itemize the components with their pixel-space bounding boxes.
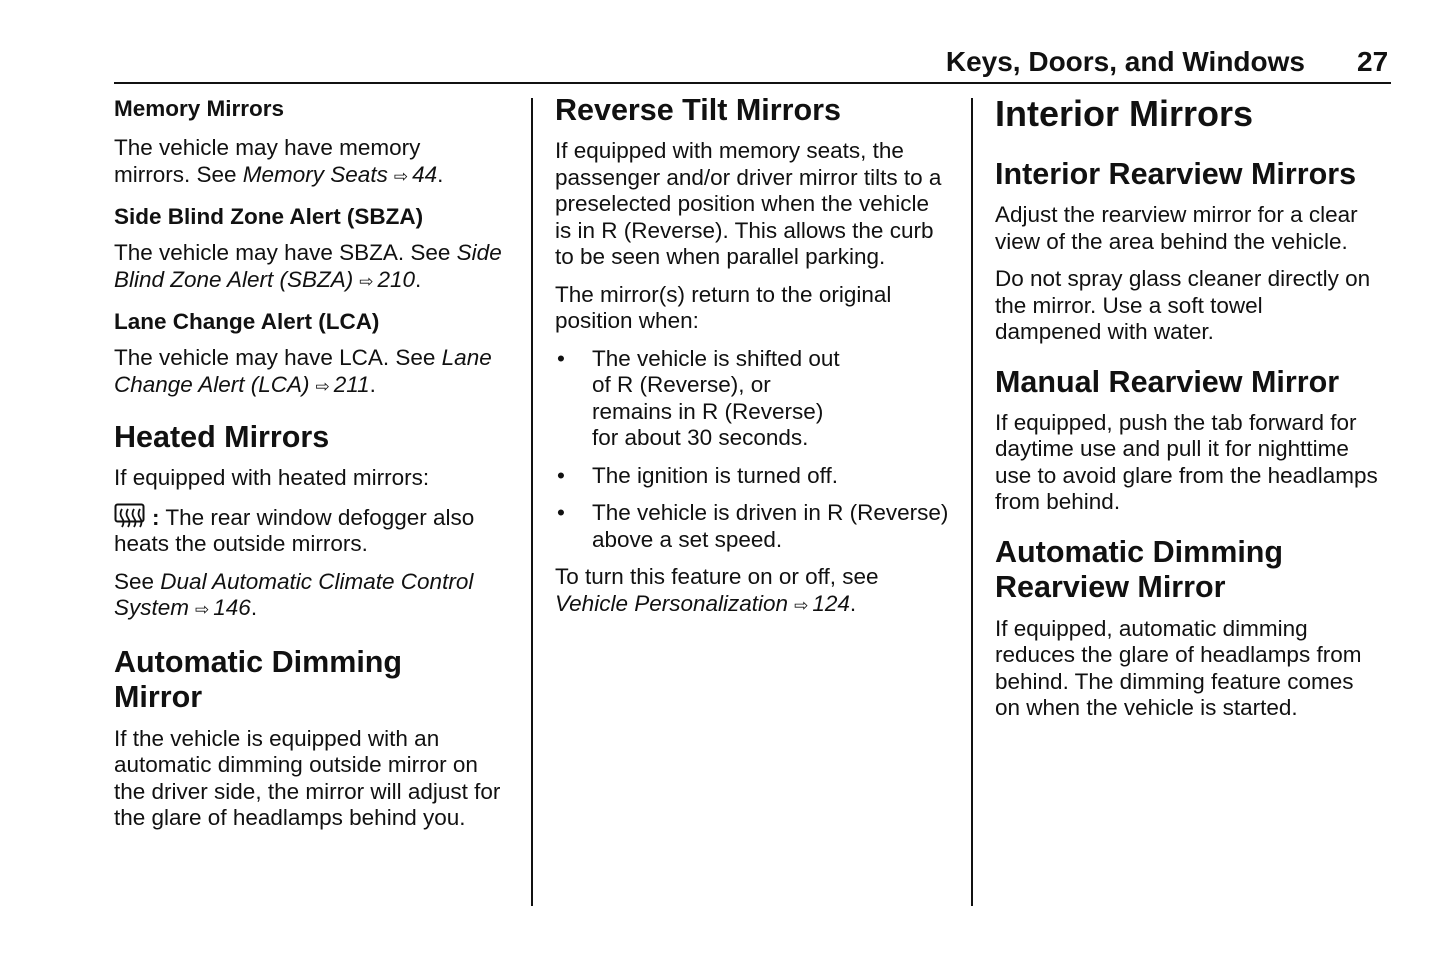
sbza-heading: Side Blind Zone Alert (SBZA) [114, 204, 424, 229]
lca-link[interactable]: Lane Change Alert (LCA) [114, 345, 492, 397]
list-item: • The ignition is turned off. [557, 462, 838, 488]
bullet: • [557, 500, 565, 525]
manual-rearview-heading: Manual Rearview Mirror [995, 364, 1340, 399]
reverse-tilt-p2: The mirror(s) return to the original position when: [555, 281, 892, 333]
column-divider-1 [531, 98, 533, 906]
page-number: 27 [1357, 46, 1389, 77]
interior-rearview-heading: Interior Rearview Mirrors [995, 157, 1357, 191]
list-item: • The vehicle is driven in R (Reverse) above a set speed. [557, 500, 949, 552]
sbza-link[interactable]: Side Blind Zone Alert (SBZA) [114, 240, 502, 292]
reverse-tilt-conditions [555, 346, 955, 554]
reference-arrow-icon: ⇨ [195, 600, 210, 619]
memory-mirrors-text: The vehicle may have memory mirrors. See Memory Seats ⇨ 44. [114, 135, 454, 190]
climate-control-link[interactable]: Dual Automatic Climate Control System [114, 568, 474, 620]
interior-rearview-p2: Do not spray glass cleaner directly on the mirror. Use a soft towel dampened with water. [995, 266, 1371, 344]
heated-mirrors-heading: Heated Mirrors [114, 420, 330, 454]
reference-arrow-icon: ⇨ [794, 595, 809, 615]
interior-rearview-p1: Adjust the rearview mirror for a clear view of the area behind the vehicle. [995, 202, 1358, 254]
reverse-tilt-heading: Reverse Tilt Mirrors [555, 93, 841, 127]
heated-mirrors-defogger-text: : The rear window defogger also heats the outside mirrors. [114, 504, 475, 556]
rear-defogger-icon [114, 503, 148, 531]
column-1 [114, 93, 514, 832]
column-3 [995, 93, 1395, 722]
automatic-dimming-mirror-text: If the vehicle is equipped with an automatic dimming outside mirror on the driver side, the mirror will adjust for the glare of headlamps behind you. [114, 725, 501, 830]
heated-mirrors-intro: If equipped with heated mirrors: [114, 465, 430, 490]
interior-mirrors-heading: Interior Mirrors [995, 93, 1254, 134]
vehicle-personalization-link[interactable]: Vehicle Personalization [555, 590, 789, 616]
sbza-text: The vehicle may have SBZA. See Side Blind Zone Alert (SBZA) ⇨ 210. [114, 240, 514, 295]
bullet: • [557, 462, 565, 488]
list-item: • The vehicle is shifted out of R (Reverse), or remains in R (Reverse) for about 30 seconds. [557, 345, 840, 450]
automatic-dimming-mirror-heading: Automatic Dimming Mirror [114, 644, 403, 714]
column-2 [555, 93, 955, 619]
reference-arrow-icon: ⇨ [393, 166, 409, 186]
section-title: Keys, Doors, and Windows [945, 46, 1305, 77]
heated-mirrors-see: See Dual Automatic Climate Control System ⇨ 146. [114, 569, 514, 624]
lca-text: The vehicle may have LCA. See Lane Change Alert (LCA) ⇨ 211. [114, 345, 514, 400]
reverse-tilt-p1: If equipped with memory seats, the passenger and/or driver mirror tilts to a preselected position when the vehicle is in R (Reverse). This allows the curb to be seen when parallel parking. [555, 138, 942, 269]
memory-seats-link[interactable]: Memory Seats [242, 161, 388, 187]
reference-arrow-icon: ⇨ [315, 376, 330, 396]
column-divider-2 [971, 98, 973, 906]
memory-mirrors-heading: Memory Mirrors [114, 96, 285, 121]
auto-dimming-rearview-heading: Automatic Dimming Rearview Mirror [995, 534, 1284, 604]
reference-arrow-icon: ⇨ [359, 271, 374, 291]
auto-dimming-rearview-p1: If equipped, automatic dimming reduces the glare of headlamps from behind. The dimming feature comes on when the vehicle is started. [995, 615, 1362, 720]
manual-rearview-p1: If equipped, push the tab forward for daytime use and pull it for nighttime use to avoid glare from the headlamps from behind. [995, 409, 1378, 514]
reverse-tilt-p3: To turn this feature on or off, see Vehicle Personalization ⇨ 124. [555, 564, 915, 619]
bullet: • [557, 345, 565, 371]
header-rule [114, 82, 1391, 84]
lca-heading: Lane Change Alert (LCA) [114, 309, 380, 334]
